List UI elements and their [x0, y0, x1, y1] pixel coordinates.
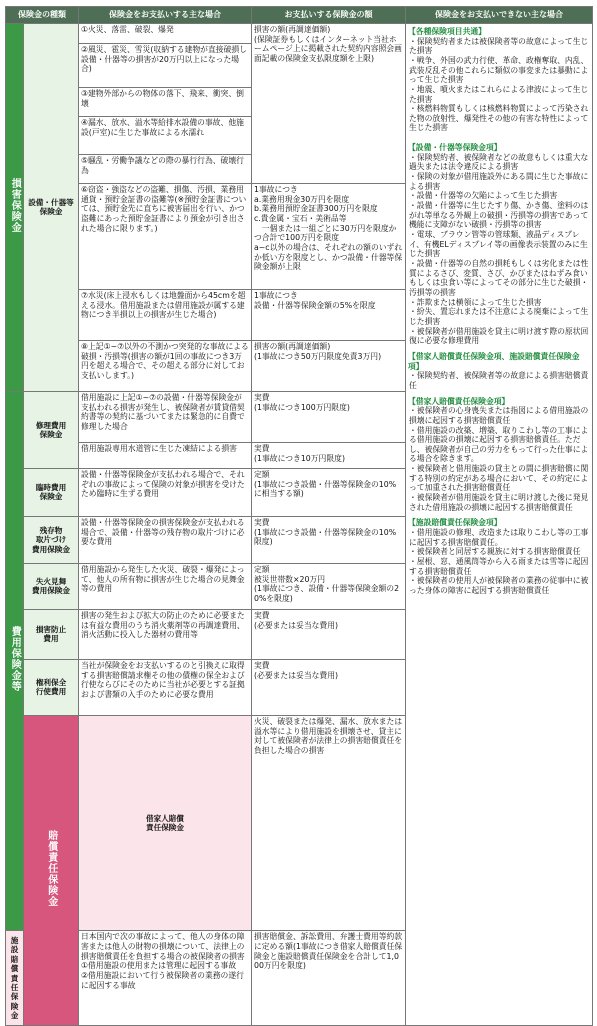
case-wind: ②風災、雹災、雪災(収納する建物が直接破損し設備・什器等の損害が20万円以上になった場合)	[79, 43, 252, 87]
excl-premises-item: ・屋根、窓、通風筒等から入る雨または雪等に起因する損害賠償責任	[409, 557, 589, 576]
case-falling-object: ③建物外部からの物体の落下、飛来、衝突、倒壊	[79, 87, 252, 116]
case-theft: ⑥窃盗・強盗などの盗難、損傷、汚損、業務用通貨・預貯金証書の盗難等(※預貯金証書については、預貯金先に直ちに被害届出を行い、かつ盗難にあった預貯金証書により預金が引き出された場合に限ります。)	[79, 183, 252, 289]
excl-facility-item: ・設備・什器等の欠陥によって生じた損害	[409, 191, 558, 201]
header-exclusions: 保険金をお支払いできない主な場合	[406, 7, 593, 24]
subtype-temporary: 臨時費用 保険金	[24, 468, 79, 516]
excl-tenant-title: 【借家人賠償責任保険金項】	[408, 396, 510, 406]
subtype-prevention: 損害防止 費用	[24, 609, 79, 659]
case-riot: ⑤騒乱・労働争議などの際の暴行行為、破壊行為	[79, 154, 252, 183]
case-premises: 日本国内で次の事故によって、他人の身体の障害または他人の財物の損壊について、法律上の損害賠償責任を負担する場合の被保険者の損害 ①借用施設の使用または管理に起因する事故 ②借用施設において行う被保険者の業務の遂行に起因する事故	[79, 931, 252, 1026]
section-expense: 費用保険金等	[6, 391, 24, 930]
excl-premises-title: 【施設賠償責任保険金項】	[408, 518, 502, 528]
amount-premises: 損害賠償金、訴訟費用、弁護士費用等約款に定める額(1事故につき借家人賠償責任保険金と施設賠償責任保険金を合計して1,000万円を限度)	[252, 931, 406, 1026]
case-rights: 当社が保険金をお支払いするのと引換えに取得する損害賠償請求権その他の債権の保全および行使ならびにそのために当社が必要とする証拠および書類の入手のために必要な費用	[79, 659, 252, 715]
subtype-facility: 設備・什器等 保険金	[24, 23, 79, 391]
case-fire-sympathy: 借用施設から発生した火災、破裂・爆発によって、他人の所有物に損害が生じた場合の見舞金等の費用	[79, 563, 252, 609]
excl-facility-item: ・保険契約者、被保険者などの故意もしくは重大な過失または法令違反による損害	[409, 152, 589, 172]
header-cases: 保険金をお支払いする主な場合	[79, 7, 252, 24]
amount-fire-sympathy: 定額 被災世帯数×20万円 (1事故につき、設備・什器等保険金額の20%を限度)	[252, 563, 406, 609]
excl-premises-item: ・被保険者の使用人が被保険者の業務の従事中に被った身体の障害に起因する損害賠償責任	[409, 576, 589, 595]
amount-temporary: 定額 (1事故につき設備・什器等保険金の10%に相当する額)	[252, 468, 406, 516]
excl-facility-item: ・被保険者が借用施設を貸主に明け渡す際の原状回復に必要な修理費用	[409, 326, 589, 346]
amount-repair: 実費 (1事故につき100万円限度)	[252, 391, 406, 442]
amount-debris: 実費 (1事故につき設備・什器等保険金の10%限度)	[252, 516, 406, 563]
amount-flood: 1事故につき 設備・什器等保険金額の5%を限度	[252, 289, 406, 340]
section-liability: 賠償責任保険金	[24, 715, 79, 1025]
amount-frozen-pipe: 実費 (1事故につき10万円限度)	[252, 442, 406, 468]
subtype-debris: 残存物 取片づけ 費用保険金	[24, 516, 79, 563]
excl-premises-item: ・被保険者と同居する親族に対する損害賠償責任	[409, 547, 581, 557]
case-flood: ⑦水災(床上浸水もしくは地盤面から45cmを超える浸水。借用施設または借用施設が属する建物につき半損以上の損害が生じた場合)	[79, 289, 252, 340]
header-amount: お支払いする保険金の額	[252, 7, 406, 24]
case-prevention: 損害の発生および拡大の防止のために必要または有益な費用のうち消火薬剤等の再調達費用、消火活動に投入した器材の費用等	[79, 609, 252, 659]
subtype-premises: 施設賠償 責任保険金	[6, 931, 24, 1026]
amount-other-accident: 損害の額(再調達価額) (1事故につき50万円限度免責3万円)	[252, 340, 406, 391]
section-damage: 損害保険金	[6, 23, 24, 391]
case-repair: 借用施設に上記①~⑦の設備・什器等保険金が支払われる損害が発生し、被保険者が賃貸借契約書等の契約に基づいてまたは緊急的に自費で修理した場合	[79, 391, 252, 442]
header-row	[6, 7, 593, 24]
excl-common-title: 【各種保険項目共通】	[408, 26, 486, 36]
excl-premises-item: ・借用施設の修理、改造または取りこわし等の工事に起因する損害賠償責任。	[409, 528, 589, 547]
excl-facility-item: ・設備・什器等に生じたすり傷、かき傷、塗料のはがれ等単なる外観上の破損・汚損等の損害であって機能に支障がない破損・汚損等の損害	[409, 201, 589, 230]
case-debris: 設備・什器等保険金の損害保険金が支払われる場合で、設備・什器等の残存物の取片づけに必要な費用	[79, 516, 252, 563]
exclusions-cell	[406, 23, 593, 1025]
excl-both-item: ・保険契約者、被保険者等の故意による損害賠償責任	[409, 371, 589, 390]
excl-facility-item: ・電球、ブラウン管等の管球類、液晶ディスプレイ、有機ELディスプレイ等の画像表示装置のみに生じた損害	[409, 230, 588, 259]
amount-theft-limits: 1事故につき a.業務用現金30万円を限度 b.業務用預貯金証書300万円を限度 c.貴金属・宝石・美術品等 一個または一組ごとに30万円を限度かつ合計で100万円を限度 a~c以外の場合は、それぞれの額のいずれか低い方を限度とし、かつ設備・什器等保険金額が上限	[252, 183, 406, 289]
excl-common-item: ・保険契約者または被保険者等の故意によって生じた損害	[409, 36, 589, 56]
case-temporary: 設備・什器等保険金が支払われる場合で、それぞれの事故によって保険の対象が損害を受けたため臨時に生ずる費用	[79, 468, 252, 516]
excl-facility-item: ・保険の対象が借用施設外にある間に生じた事故による損害	[409, 172, 589, 191]
case-other-accident: ⑧上記①~⑦以外の不測かつ突発的な事故による破損・汚損等(損害の額が1回の事故につき3万円を超える場合で、その超える部分に対してお支払いします。)	[79, 340, 252, 391]
case-water-leak: ④漏水、放水、溢水等給排水設備の事故、他施設(戸室)に生じた事故による水濡れ	[79, 116, 252, 154]
excl-tenant-item: ・被保険者が借用施設を貸主に明け渡した後に発見された借用施設の損壊に起因する損害賠償責任	[409, 493, 589, 512]
excl-common-list	[408, 37, 590, 134]
subtype-rights: 権利保全 行使費用	[24, 659, 79, 715]
amount-rights: 実費 (必要または妥当な費用)	[252, 659, 406, 715]
case-fire: ①火災、落雷、破裂、爆発	[79, 23, 252, 43]
excl-common-item: ・地震、噴火またはこれらによる津波によって生じた損害	[409, 84, 589, 104]
amount-replacement: 損害の額(再調達価額) (保険証券もしくはインターネット当社ホームページ上に掲載された契約内容照会画面記載の保険金支払限度額を上限)	[252, 23, 406, 183]
case-frozen-pipe: 借用施設専用水道管に生じた凍結による損害	[79, 442, 252, 468]
excl-tenant-list	[408, 406, 590, 512]
damage-row-1	[6, 23, 593, 43]
excl-tenant-item: ・被保険者の心身喪失または指図による借用施設の損壊に起因する損害賠償責任	[409, 406, 589, 425]
subtype-fire-sympathy: 失火見舞 費用保険金	[24, 563, 79, 609]
case-tenant: 火災、破裂または爆発、漏水、放水または溢水等により借用施設を損壊させ、貸主に対して被保険者が法律上の損害賠償責任を負担した場合の損害	[252, 715, 406, 930]
amount-prevention: 実費 (必要または妥当な費用)	[252, 609, 406, 659]
header-type: 保険金の種類	[6, 7, 79, 24]
excl-facility-item: ・紛失、置忘れまたは不注意による廃棄によって生じた損害	[409, 307, 589, 326]
excl-facility-list	[408, 153, 590, 346]
excl-premises-list	[408, 528, 590, 596]
excl-tenant-item: ・借用施設の改築、増築、取りこわし等の工事による借用施設の損壊に起因する損害賠償責任。ただし、被保険者が自己の労力をもって行った仕事による場合を除きます。	[409, 425, 589, 464]
excl-common-item: ・核燃料物質もしくは核燃料物質によって汚染された物の放射性、爆発性その他の有害な特性によって生じた損害	[409, 104, 589, 133]
excl-facility-item: ・設備・什器等の自然の損耗もしくは劣化または性質によるさび、変質、さび、かびまたはねずみ食いもしくは虫食い等によってその部分に生じた破損・汚損等の損害	[409, 259, 589, 297]
excl-facility-title: 【設備・什器等保険金項】	[408, 143, 502, 153]
excl-common-item: ・戦争、外国の武力行使、革命、政権奪取、内乱、武装反乱その他これらに類似の事変または暴動によって生じた損害	[409, 55, 589, 85]
excl-tenant-item: ・被保険者と借用施設の貸主との間に損害賠償に関する特別の約定がある場合において、その約定によって加重された損害賠償責任	[409, 464, 589, 493]
subtype-tenant: 借家人賠償 責任保険金	[79, 715, 252, 930]
excl-facility-item: ・詐欺または横領によって生じた損害	[409, 297, 542, 307]
excl-both-title: 【借家人賠償責任保険金項、施設賠償責任保険金項】	[408, 351, 580, 371]
coverage-table	[5, 6, 593, 1026]
subtype-repair: 修理費用 保険金	[24, 391, 79, 468]
